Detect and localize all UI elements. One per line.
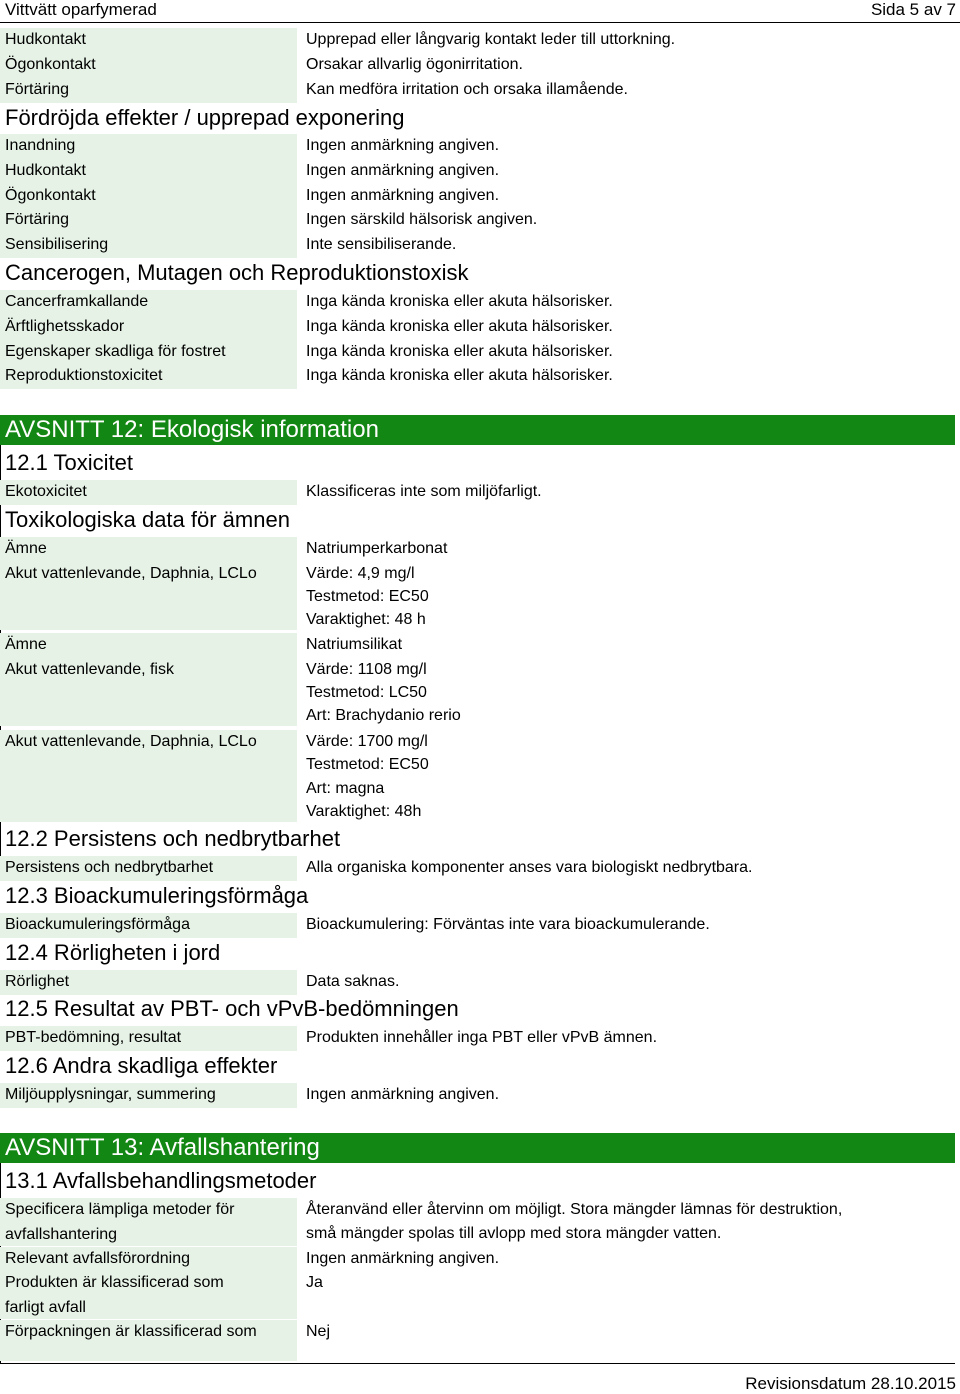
row-label: Akut vattenlevande, Daphnia, LCLo <box>0 562 297 630</box>
row-value: Klassificeras inte som miljöfarligt. <box>306 483 542 500</box>
row-value: Produkten innehåller inga PBT eller vPvB ämnen. <box>306 1029 658 1046</box>
row-value: Ingen anmärkning angiven. <box>306 162 500 179</box>
row-label: Ögonkontakt <box>0 53 297 78</box>
row-label: Relevant avfallsförordning <box>0 1247 297 1272</box>
section-rule <box>0 1363 955 1364</box>
row-value-line: Återanvänd eller återvinn om möjligt. Stora mängder lämnas för destruktion, <box>306 1201 843 1218</box>
row-label: Miljöupplysningar, summering <box>0 1083 297 1108</box>
row-value: Natriumperkarbonat <box>306 540 448 557</box>
row-label-line: avfallshantering <box>5 1225 118 1243</box>
row-label: Egenskaper skadliga för fostret <box>0 340 297 365</box>
row-value: Orsakar allvarlig ögonirritation. <box>306 56 523 73</box>
row-value-line: Testmetod: LC50 <box>306 684 427 701</box>
subsection-heading: Toxikologiska data för ämnen <box>5 507 290 532</box>
page-number: Sida 5 av 7 <box>870 0 956 19</box>
row-value: Ingen anmärkning angiven. <box>306 137 500 154</box>
row-label: Ämne <box>0 537 297 562</box>
row-label <box>0 1271 297 1319</box>
row-label: Ekotoxicitet <box>0 480 297 505</box>
row-value: Inga kända kroniska eller akuta hälsorisker. <box>306 367 613 384</box>
subsection-heading: 12.2 Persistens och nedbrytbarhet <box>5 826 341 851</box>
row-value-line: Varaktighet: 48h <box>306 803 422 820</box>
row-label: Sensibilisering <box>0 233 297 258</box>
row-label: Ämne <box>0 633 297 658</box>
row-value: Bioackumulering: Förväntas inte vara bioackumulerande. <box>306 916 710 933</box>
row-value: Inte sensibiliserande. <box>306 236 457 253</box>
subsection-heading: 12.1 Toxicitet <box>5 450 134 475</box>
row-label: Ögonkontakt <box>0 184 297 209</box>
row-value-line: Varaktighet: 48 h <box>306 611 426 628</box>
section-bar-13: AVSNITT 13: Avfallshantering <box>0 1133 955 1163</box>
row-label: Hudkontakt <box>0 28 297 53</box>
row-value-line: Testmetod: EC50 <box>306 588 429 605</box>
row-label: PBT-bedömning, resultat <box>0 1026 297 1051</box>
subsection-heading: 12.3 Bioackumuleringsförmåga <box>5 883 309 908</box>
row-value: Ingen anmärkning angiven. <box>306 187 500 204</box>
row-label: Ärftlighetsskador <box>0 315 297 340</box>
section-bar-12: AVSNITT 12: Ekologisk information <box>0 415 955 445</box>
section-heading: Fördröjda effekter / upprepad exponering <box>5 105 405 130</box>
row-value: Data saknas. <box>306 973 400 990</box>
row-value: Ja <box>306 1274 323 1291</box>
row-label: Persistens och nedbrytbarhet <box>0 856 297 881</box>
row-label: Förpackningen är klassificerad som <box>0 1320 297 1361</box>
row-value: Ingen särskild hälsorisk angiven. <box>306 211 538 228</box>
row-label-line: Produkten är klassificerad som <box>5 1274 224 1291</box>
row-value: Ingen anmärkning angiven. <box>306 1086 500 1103</box>
row-label: Inandning <box>0 134 297 159</box>
subsection-heading: 12.4 Rörligheten i jord <box>5 940 221 965</box>
row-value: Nej <box>306 1323 331 1340</box>
row-value: Alla organiska komponenter anses vara biologiskt nedbrytbara. <box>306 859 753 876</box>
row-value-line: små mängder spolas till avlopp med stora mängder vatten. <box>306 1225 722 1242</box>
row-label-line: Specificera lämpliga metoder för <box>5 1201 235 1218</box>
row-label: Cancerframkallande <box>0 290 297 315</box>
row-value-line: Värde: 1108 mg/l <box>306 661 427 678</box>
row-value-line: Värde: 1700 mg/l <box>306 733 428 750</box>
row-label: Förtäring <box>0 208 297 233</box>
row-value-line: Art: magna <box>306 780 385 797</box>
row-value-line: Värde: 4,9 mg/l <box>306 565 415 582</box>
row-value: Upprepad eller långvarig kontakt leder till uttorkning. <box>306 31 676 48</box>
row-label: Reproduktionstoxicitet <box>0 364 297 389</box>
row-label <box>0 1198 297 1246</box>
row-value: Kan medföra irritation och orsaka illamående. <box>306 81 628 98</box>
row-value: Inga kända kroniska eller akuta hälsorisker. <box>306 293 613 310</box>
row-label: Akut vattenlevande, Daphnia, LCLo <box>0 730 297 822</box>
section-heading: Cancerogen, Mutagen och Reproduktionstoxisk <box>5 260 469 285</box>
row-value: Inga kända kroniska eller akuta hälsorisker. <box>306 343 613 360</box>
row-value-line: Art: Brachydanio rerio <box>306 707 461 724</box>
row-label: Akut vattenlevande, fisk <box>0 658 297 726</box>
subsection-heading: 12.6 Andra skadliga effekter <box>5 1053 278 1078</box>
subsection-heading: 13.1 Avfallsbehandlingsmetoder <box>5 1168 317 1193</box>
page-header <box>0 0 960 23</box>
row-value-line: Testmetod: EC50 <box>306 756 429 773</box>
row-label-line: farligt avfall <box>5 1298 86 1316</box>
subsection-heading: 12.5 Resultat av PBT- och vPvB-bedömningen <box>5 996 459 1021</box>
row-label: Bioackumuleringsförmåga <box>0 913 297 938</box>
row-value: Ingen anmärkning angiven. <box>306 1250 500 1267</box>
document-title: Vittvätt oparfymerad <box>5 0 157 19</box>
row-label: Förtäring <box>0 78 297 103</box>
row-value: Inga kända kroniska eller akuta hälsorisker. <box>306 318 613 335</box>
row-label: Rörlighet <box>0 970 297 995</box>
revision-date: Revisionsdatum 28.10.2015 <box>745 1374 956 1393</box>
row-label: Hudkontakt <box>0 159 297 184</box>
row-value: Natriumsilikat <box>306 636 403 653</box>
